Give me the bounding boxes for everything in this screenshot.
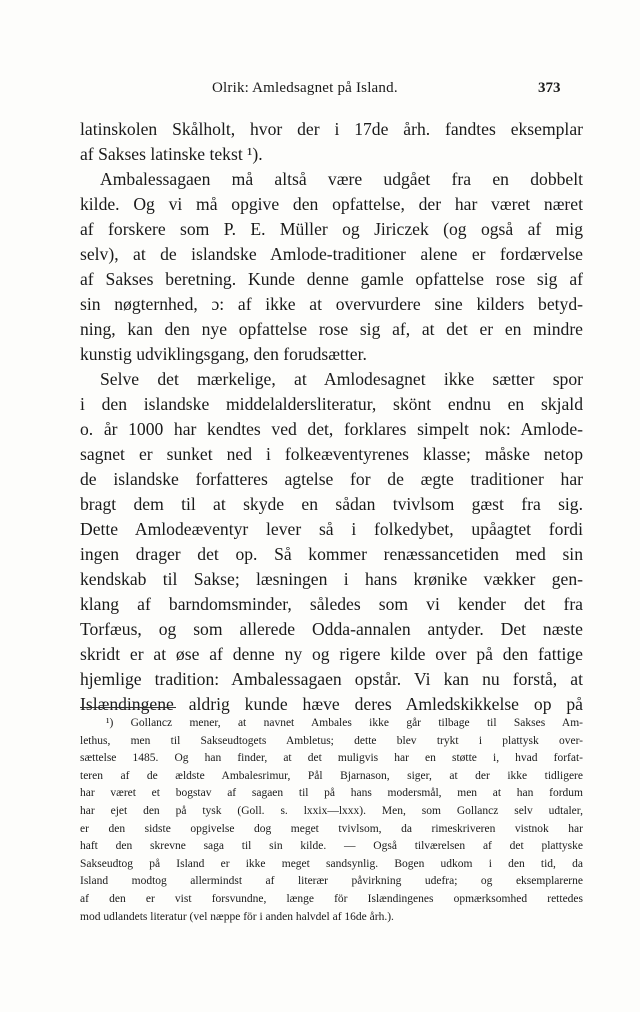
text-line: af Sakses latinske tekst ¹). — [80, 144, 263, 164]
footnote-line: har været et bogstav af sagaen til på hans modersmål, men at han fordum — [80, 787, 583, 800]
footnote-line: teren af de ældste Ambalesrimur, Pål Bjarnason, siger, at der ikke tidligere — [80, 769, 583, 782]
text-line: selv), at de islandske Amlode-traditioner alene er fordærvelse — [80, 244, 583, 264]
footnote-line: er den sidste opgivelse dog meget tvivlsom, da rimeskriveren vistnok har — [80, 822, 583, 835]
text-line: Ambalessagaen må altså være udgået fra en dobbelt — [100, 169, 583, 189]
footnote-line: har ejet den på tysk (Goll. s. lxxix—lxxx). Men, som Gollancz selv udtaler, — [80, 804, 583, 817]
text-line: Dette Amlodeæventyr lever så i folkedybet, upåagtet fordi — [80, 519, 583, 539]
footnote-line: af den er vist forsvundne, længe för Islændingenes opmærksomhed rettedes — [80, 892, 583, 905]
text-line: o. år 1000 har kendtes ved det, forklares simpelt nok: Amlode- — [80, 419, 583, 439]
page-header — [0, 80, 640, 104]
text-line: klang af barndomsminder, således som vi kender det fra — [80, 594, 583, 614]
page-number: 373 — [538, 80, 561, 96]
footnote-line: Island modtog allermindst af literær påvirkning udefra; og eksemplarerne — [80, 875, 583, 888]
text-line: Torfæus, og som allerede Odda-annalen antyder. Det næste — [80, 619, 583, 639]
footnote-line: lethus, men til Sakseudtogets Ambletus; dette blev trykt i plattysk over- — [80, 734, 583, 747]
text-line: kilde. Og vi må opgive den opfattelse, der har været næret — [80, 194, 583, 214]
text-line: skridt er at øse af denne ny og rigere kilde over på den fattige — [80, 644, 583, 664]
text-line: sagnet er sunket ned i folkeæventyrenes klasse; måske netop — [80, 444, 583, 464]
text-line: ning, kan den nye opfattelse rose sig af, at det er en mindre — [80, 319, 583, 339]
text-line: Islændingene aldrig kunde hæve deres Amledskikkelse op på — [80, 694, 583, 714]
text-line: sin nøgternhed, ɔ: af ikke at overvurdere sine kilders betyd- — [80, 294, 583, 314]
text-line: i den islandske middelaldersliteratur, skönt endnu en skjald — [80, 394, 583, 414]
footnote — [80, 715, 583, 926]
text-line: kendskab til Sakse; læsningen i hans krønike vækker gen- — [80, 569, 583, 589]
footnote-line: mod udlandets literatur (vel næppe för i anden halvdel af 16de årh.). — [80, 910, 394, 923]
text-line: latinskolen Skålholt, hvor der i 17de årh. fandtes eksemplar — [80, 119, 583, 139]
text-line: de islandske forfatteres agtelse for de ægte traditioner har — [80, 469, 583, 489]
body-text — [80, 117, 583, 717]
text-line: ingen drager det op. Så kommer renæssancetiden med sin — [80, 544, 583, 564]
running-title: Olrik: Amledsagnet på Island. — [212, 80, 398, 96]
text-line: bragt dem til at skyde en sådan tvivlsom gæst fra sig. — [80, 494, 583, 514]
footnote-line: Sakseudtog på Island er ikke meget sandsynlig. Bogen udkom i den tid, da — [80, 857, 583, 870]
text-line: af forskere som P. E. Müller og Jiriczek (og også af mig — [80, 219, 583, 239]
footnote-line: sættelse 1485. Og han finder, at det muligvis har en støtte i, hvad forfat- — [80, 752, 583, 765]
text-line: af Sakses beretning. Kunde denne gamle opfattelse rose sig af — [80, 269, 583, 289]
text-line: kunstig udviklingsgang, den forudsætter. — [80, 344, 367, 364]
footnote-rule — [80, 707, 176, 708]
text-line: Selve det mærkelige, at Amlodesagnet ikke sætter spor — [100, 369, 583, 389]
text-line: hjemlige tradition: Ambalessagaen opstår. Vi kan nu forstå, at — [80, 669, 583, 689]
footnote-line: ¹) Gollancz mener, at navnet Ambales ikke går tilbage til Sakses Am- — [106, 717, 583, 729]
footnote-line: haft den skrevne saga til sin kilde. — Også tilværelsen af det plattyske — [80, 840, 583, 853]
